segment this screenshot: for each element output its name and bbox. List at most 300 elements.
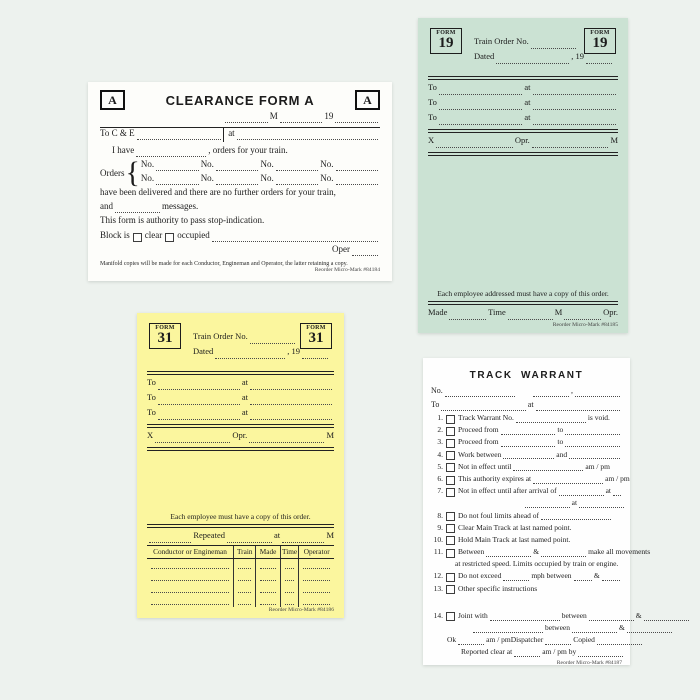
clearance-body-lines xyxy=(100,187,380,229)
table-cell xyxy=(280,559,299,571)
blank-writing-area xyxy=(147,453,334,512)
form31-number-box-right xyxy=(300,323,332,349)
dotted-blank xyxy=(533,396,569,397)
table-row xyxy=(147,583,334,595)
dotted-blank xyxy=(216,184,259,185)
checkbox[interactable] xyxy=(446,451,455,460)
text-label: messages. xyxy=(162,201,199,211)
checkbox[interactable] xyxy=(446,524,455,533)
dotted-blank xyxy=(569,458,620,459)
dotted-blank xyxy=(532,147,609,148)
dotted-blank xyxy=(137,139,222,140)
text-label: , orders for your train. xyxy=(208,145,288,155)
table-cell xyxy=(233,571,255,583)
column-header: Made xyxy=(255,546,279,558)
text-label: at xyxy=(524,97,531,107)
text-label: X xyxy=(428,135,435,145)
text-label: Ok xyxy=(447,635,457,645)
text-label: Joint with xyxy=(458,610,488,620)
text-label: To xyxy=(428,112,437,122)
reorder-number: Reorder Micro-Mark #84187 xyxy=(556,659,622,666)
text-label: 9. xyxy=(437,522,443,532)
text-label: Clear Main Track at last named point. xyxy=(458,522,572,532)
checkbox[interactable] xyxy=(446,463,455,472)
text-label: To xyxy=(147,407,156,417)
dotted-blank xyxy=(445,396,515,397)
form19-copy-note: Each employee addressed must have a copy of this order. xyxy=(437,289,609,298)
dotted-blank xyxy=(439,94,523,95)
dotted-blank xyxy=(597,644,642,645)
orders-brace: { xyxy=(125,156,140,190)
text-label: No. xyxy=(260,173,274,183)
checkbox[interactable] xyxy=(446,427,455,436)
text-label: Dated xyxy=(193,346,214,356)
clearance-orders-block xyxy=(100,156,380,190)
dotted-blank xyxy=(336,170,379,171)
text-label: between xyxy=(561,610,587,620)
checkbox[interactable] xyxy=(446,439,455,448)
checkbox[interactable] xyxy=(446,512,455,521)
dotted-blank xyxy=(533,483,603,484)
text-label: Opr. xyxy=(603,307,618,317)
text-label: M xyxy=(326,430,335,440)
dotted-blank xyxy=(250,419,332,420)
dotted-blank xyxy=(158,404,240,405)
text-label: Dispatcher xyxy=(510,635,544,645)
dotted-blank xyxy=(627,632,672,633)
dotted-blank xyxy=(215,358,285,359)
table-cell xyxy=(233,559,255,571)
form31-header xyxy=(147,321,334,369)
dotted-blank xyxy=(508,319,553,320)
text-label: To xyxy=(428,97,437,107)
form19-number-box-right xyxy=(584,28,616,54)
train-order-form-31 xyxy=(137,313,344,618)
form-line xyxy=(431,511,622,523)
table-cell xyxy=(147,595,233,607)
dotted-blank xyxy=(449,319,486,320)
checkbox[interactable] xyxy=(446,476,455,485)
form19-x-line xyxy=(428,135,618,150)
text-label: , xyxy=(571,386,573,395)
form-line xyxy=(428,112,618,127)
text-label: 6. xyxy=(437,473,443,483)
form-box-word: FORM xyxy=(590,30,610,36)
text-label: No. xyxy=(320,173,334,183)
dotted-blank xyxy=(525,507,570,508)
form-line xyxy=(428,97,618,112)
dotted-blank xyxy=(572,632,617,633)
text-label: Proceed from xyxy=(458,425,499,435)
dotted-blank xyxy=(533,109,617,110)
dotted-blank xyxy=(249,442,324,443)
text-label: M xyxy=(326,530,335,540)
form-line xyxy=(471,623,625,635)
blank-writing-area xyxy=(428,158,618,289)
table-cell xyxy=(255,571,279,583)
text-label: & xyxy=(533,547,540,557)
text-label: , 19 xyxy=(287,346,300,356)
form-line xyxy=(100,201,380,215)
dotted-blank xyxy=(533,94,617,95)
text-label: 3. xyxy=(437,437,443,447)
text-label: 8. xyxy=(437,510,443,520)
reorder-number: Reorder Micro-Mark #84185 xyxy=(552,322,618,328)
table-cell xyxy=(298,595,334,607)
checkbox[interactable] xyxy=(446,573,455,582)
text-label: am / pm by xyxy=(542,647,577,657)
clearance-title: CLEARANCE FORM A xyxy=(165,92,315,108)
text-label: No. xyxy=(140,173,155,183)
clearance-to-row xyxy=(100,127,380,142)
dotted-blank xyxy=(335,122,378,123)
checkbox[interactable] xyxy=(446,585,455,594)
text-label: I have xyxy=(112,145,135,155)
text-label: Track Warrant No. xyxy=(458,413,514,422)
text-label: have been delivered and there are no further orders for your train, xyxy=(100,187,336,197)
dotted-blank xyxy=(280,122,323,123)
text-label: & xyxy=(593,571,600,581)
form-line xyxy=(461,647,622,659)
text-label: Opr. xyxy=(232,430,248,440)
form-line xyxy=(431,437,622,449)
form31-repeat-table xyxy=(147,545,334,607)
text-label: To xyxy=(147,392,156,402)
dotted-blank xyxy=(238,568,251,569)
dotted-blank xyxy=(227,542,272,543)
form31-copy-note: Each employee must have a copy of this order. xyxy=(170,512,311,521)
form-line xyxy=(193,331,288,346)
form-line xyxy=(431,386,622,400)
dotted-blank xyxy=(589,620,634,621)
form-line xyxy=(141,173,380,187)
form-line xyxy=(431,547,651,559)
column-header: Time xyxy=(280,546,299,558)
form31-to-lines xyxy=(147,377,334,422)
table-cell xyxy=(280,583,299,595)
reorder-number: Reorder Micro-Mark #84184 xyxy=(314,267,380,273)
dotted-blank xyxy=(501,434,556,435)
text-label: Hold Main Track at last named point. xyxy=(458,534,571,544)
form-line xyxy=(474,36,572,51)
text-label: X xyxy=(147,430,154,440)
track-warrant-title: TRACK WARRANT xyxy=(469,370,584,381)
form-line xyxy=(447,635,622,647)
table-row xyxy=(147,571,334,583)
dotted-blank xyxy=(238,592,251,593)
dotted-blank xyxy=(238,580,251,581)
table-cell xyxy=(298,571,334,583)
dotted-blank xyxy=(212,241,378,242)
dotted-blank xyxy=(486,556,531,557)
dotted-blank xyxy=(151,580,229,581)
form-line xyxy=(431,413,622,425)
text-label: is void. xyxy=(587,413,610,422)
text-label: No. xyxy=(140,159,155,169)
table-cell xyxy=(255,595,279,607)
dotted-blank xyxy=(151,568,229,569)
text-label: clear xyxy=(144,230,163,240)
dotted-blank xyxy=(439,124,523,125)
form-line xyxy=(431,535,622,547)
dotted-blank xyxy=(250,343,295,344)
dotted-blank xyxy=(155,442,230,443)
manifold-note: Manifold copies will be made for each Conductor, Engineman and Operator, the latter retaining a copy. xyxy=(100,261,348,267)
form-box-number: 31 xyxy=(308,330,324,346)
checkbox[interactable] xyxy=(446,488,455,497)
track-warrant-footer-lines xyxy=(431,596,642,660)
form31-repeated-line xyxy=(147,530,334,545)
form-line xyxy=(431,571,622,583)
text-label: This form is authority to pass stop-indication. xyxy=(100,215,265,225)
dotted-blank xyxy=(574,580,592,581)
dotted-blank xyxy=(237,139,378,140)
clearance-at-cell xyxy=(223,128,380,142)
text-label: Other specific instructions xyxy=(458,583,538,593)
dotted-blank xyxy=(115,212,160,213)
table-cell xyxy=(233,583,255,595)
text-label: and xyxy=(100,201,113,211)
text-label: Between xyxy=(458,547,485,557)
text-label: at xyxy=(273,530,281,540)
dotted-blank xyxy=(336,184,379,185)
dotted-blank xyxy=(303,592,330,593)
form-line xyxy=(147,407,334,422)
form-line xyxy=(100,187,380,201)
text-label: Not in effect until xyxy=(458,461,512,471)
dotted-blank xyxy=(565,446,620,447)
text-label: Reported clear at xyxy=(461,647,513,657)
text-label: 5. xyxy=(437,461,443,471)
table-cell xyxy=(147,583,233,595)
dotted-blank xyxy=(260,580,275,581)
text-label: 14. xyxy=(433,610,443,620)
dotted-blank xyxy=(250,389,332,390)
text-label: occupied xyxy=(177,230,210,240)
text-label: Work between xyxy=(458,449,502,459)
form-line xyxy=(431,584,622,596)
dotted-blank xyxy=(303,580,330,581)
text-label: Made xyxy=(428,307,448,317)
dotted-blank xyxy=(151,604,229,605)
form-line xyxy=(100,215,380,229)
text-label: No. xyxy=(200,159,214,169)
dotted-blank xyxy=(602,580,620,581)
dotted-blank xyxy=(439,109,523,110)
text-label: To xyxy=(147,377,156,387)
text-label: and xyxy=(556,449,568,459)
text-label: mph between xyxy=(531,571,572,581)
text-label: Do not foul limits ahead of xyxy=(458,510,540,520)
form-line xyxy=(431,473,630,486)
text-label: 10. xyxy=(433,534,443,544)
text-label: at xyxy=(241,392,248,402)
double-rule xyxy=(147,424,334,428)
checkbox[interactable] xyxy=(446,612,455,621)
text-label: M xyxy=(554,307,563,317)
dotted-blank xyxy=(514,656,540,657)
text-label: at restricted speed. Limits occupied by train or engine. xyxy=(455,559,619,569)
column-header: Train xyxy=(233,546,255,558)
text-label: to xyxy=(557,425,564,435)
text-label: at xyxy=(228,128,235,138)
form-line xyxy=(523,498,622,510)
column-header: Conductor or Engineman xyxy=(153,547,227,556)
form-box-word: FORM xyxy=(306,325,326,331)
dotted-blank xyxy=(501,446,556,447)
dotted-blank xyxy=(516,422,586,423)
text-label: 4. xyxy=(437,449,443,459)
double-rule xyxy=(428,301,618,305)
clearance-oper-line xyxy=(100,244,380,258)
table-cell xyxy=(255,559,279,571)
form-box-number: 31 xyxy=(157,330,173,346)
track-warrant-items xyxy=(431,413,651,596)
text-label: No. xyxy=(320,159,334,169)
column-header: Operator xyxy=(298,546,334,558)
clearance-block-row xyxy=(100,230,380,244)
dotted-blank xyxy=(149,542,191,543)
double-rule xyxy=(147,524,334,528)
dotted-blank xyxy=(559,495,604,496)
dotted-blank xyxy=(285,604,295,605)
text-label: Block is xyxy=(100,230,130,240)
text-label: 13. xyxy=(433,583,443,593)
dotted-blank xyxy=(578,656,623,657)
text-label: 19 xyxy=(324,111,334,121)
text-label: M xyxy=(610,135,619,145)
form31-x-line xyxy=(147,430,334,445)
checkbox[interactable] xyxy=(446,549,455,558)
checkbox[interactable] xyxy=(133,233,142,242)
dotted-blank xyxy=(541,556,586,557)
text-label: am / pm xyxy=(486,635,511,645)
table-cell xyxy=(255,583,279,595)
orders-number-rows xyxy=(141,159,380,187)
dotted-blank xyxy=(536,410,620,411)
form19-number-box-left xyxy=(430,28,462,54)
text-label: To xyxy=(431,399,440,409)
table-row xyxy=(147,595,334,607)
text-label: at xyxy=(571,498,578,508)
text-label: am / pm xyxy=(585,461,610,471)
form-line xyxy=(455,559,622,571)
dotted-blank xyxy=(285,592,295,593)
text-label: to xyxy=(557,437,564,447)
dotted-blank xyxy=(586,63,612,64)
text-label: & xyxy=(635,610,642,620)
dotted-blank xyxy=(644,620,689,621)
form-line xyxy=(431,450,622,462)
form19-made-line xyxy=(428,307,618,322)
dotted-blank xyxy=(613,495,621,496)
text-label: To C & E xyxy=(100,128,135,138)
text-label: Copied xyxy=(573,635,595,645)
dotted-blank xyxy=(436,147,513,148)
dotted-blank xyxy=(302,358,328,359)
checkbox[interactable] xyxy=(446,536,455,545)
double-rule xyxy=(428,152,618,156)
clearance-header xyxy=(100,89,380,111)
dotted-blank xyxy=(564,319,601,320)
form-line xyxy=(431,523,622,535)
text-label: , 19 xyxy=(571,51,584,61)
dotted-blank xyxy=(156,170,199,171)
dotted-blank xyxy=(352,255,378,256)
dotted-blank xyxy=(151,592,229,593)
dotted-blank xyxy=(260,568,275,569)
form-line xyxy=(431,486,622,498)
dotted-blank xyxy=(285,580,295,581)
dotted-blank xyxy=(533,124,617,125)
form-box-word: FORM xyxy=(436,30,456,36)
clearance-date-line xyxy=(223,111,380,125)
form-line xyxy=(431,610,642,623)
dotted-blank xyxy=(503,580,529,581)
corner-letter-box-right: A xyxy=(355,90,380,110)
double-rule xyxy=(428,76,618,80)
text-label: am / pm xyxy=(605,473,630,483)
dotted-blank xyxy=(216,170,259,171)
checkbox[interactable] xyxy=(165,233,174,242)
text-label: between xyxy=(545,623,570,632)
dotted-blank xyxy=(303,568,330,569)
text-label: Oper xyxy=(332,244,350,254)
dotted-blank xyxy=(158,389,240,390)
text-label: Proceed from xyxy=(458,437,499,447)
text-label: Time xyxy=(488,307,506,317)
text-label: at xyxy=(605,486,611,496)
train-order-form-19 xyxy=(418,18,628,333)
form-line xyxy=(141,159,380,173)
dotted-blank xyxy=(238,604,251,605)
text-label: make all movements xyxy=(588,547,651,557)
dotted-blank xyxy=(473,632,543,633)
dotted-blank xyxy=(282,542,324,543)
text-label: No. xyxy=(431,386,443,395)
double-rule xyxy=(428,129,618,133)
text-label: To xyxy=(428,82,437,92)
double-rule xyxy=(147,371,334,375)
corner-letter-box-left: A xyxy=(100,90,125,110)
dotted-blank xyxy=(303,604,330,605)
orders-label: Orders xyxy=(100,168,125,178)
table-cell xyxy=(280,595,299,607)
dotted-blank xyxy=(545,644,571,645)
form-line xyxy=(147,377,334,392)
text-label: & xyxy=(619,623,625,632)
text-label: at xyxy=(524,82,531,92)
checkbox[interactable] xyxy=(446,415,455,424)
clearance-to-cell xyxy=(100,128,223,142)
reorder-number: Reorder Micro-Mark #84186 xyxy=(268,607,334,613)
dotted-blank xyxy=(531,48,576,49)
table-header-row xyxy=(147,545,334,559)
dotted-blank xyxy=(496,63,569,64)
dotted-blank xyxy=(260,604,275,605)
dotted-blank xyxy=(490,620,560,621)
dotted-blank xyxy=(441,410,525,411)
form-box-number: 19 xyxy=(592,35,608,51)
table-cell xyxy=(147,571,233,583)
dotted-blank xyxy=(503,458,554,459)
dotted-blank xyxy=(156,184,199,185)
form-line xyxy=(431,425,622,437)
form-line xyxy=(147,392,334,407)
form19-to-lines xyxy=(428,82,618,127)
text-label: This authority expires at xyxy=(458,473,532,483)
table-cell xyxy=(233,595,255,607)
